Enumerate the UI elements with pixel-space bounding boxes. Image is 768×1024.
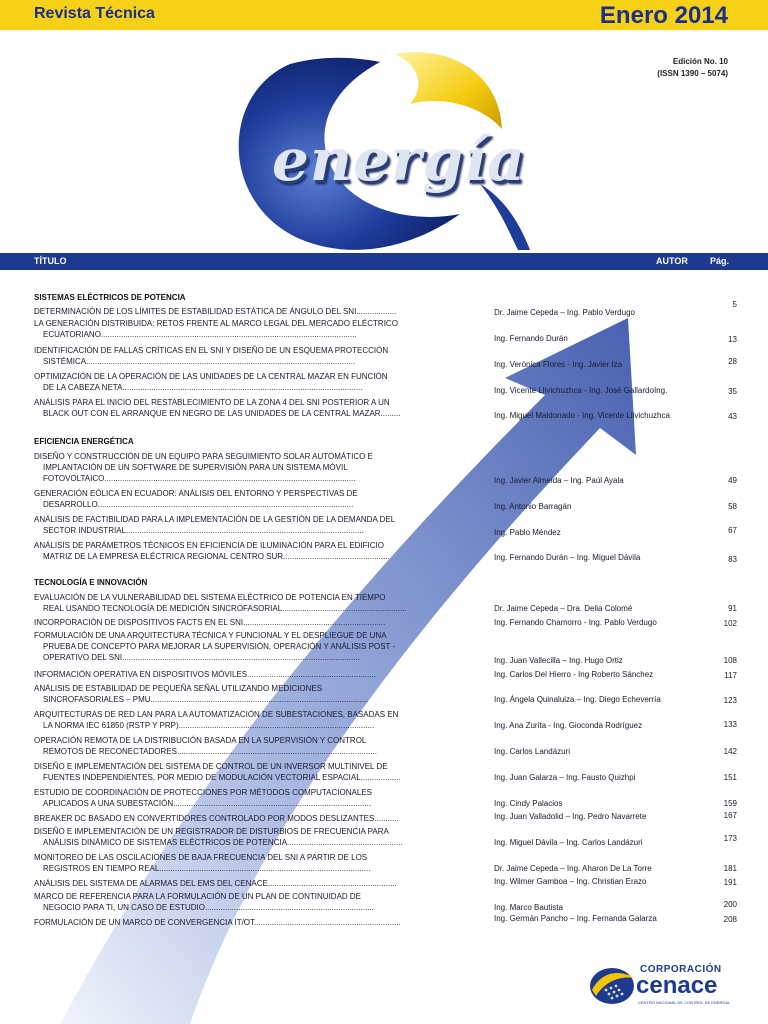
article-title[interactable] [34, 488, 486, 510]
article-title-line: ECUATORIANO................................................................................................................... [43, 330, 357, 339]
article-title-line: MATRIZ DE LA EMPRESA ELÉCTRICA REGIONAL CENTRO SUR................................................ [43, 552, 390, 561]
article-page-number: 58 [728, 502, 737, 511]
article-page-number: 173 [723, 834, 737, 843]
article-title[interactable] [34, 669, 486, 680]
article-author: Ing. Miguel Maldonado - Ing. Vicente Llivichuzhca [494, 411, 670, 420]
article-title[interactable] [34, 592, 486, 614]
article-author: Ing. Carlos Landázuri [494, 747, 571, 756]
section-heading: SISTEMAS ELÉCTRICOS DE POTENCIA [34, 293, 186, 302]
article-title-line: OPERACIÓN REMOTA DE LA DISTRIBUCIÓN BASADA EN LA SUPERVISIÓN Y CONTROL [34, 736, 367, 745]
article-title-line: EVALUACIÓN DE LA VULNERABILIDAD DEL SISTEMA ELÉCTRICO DE POTENCIA EN TIEMPO [34, 593, 386, 602]
article-title-line: FUENTES INDEPENDIENTES, POR MEDIO DE MODULACIÓN VECTORIAL ESPACIAL.................. [43, 773, 401, 782]
cenace-logo [584, 960, 734, 1008]
article-title[interactable] [34, 917, 486, 928]
article-title-line: NEGOCIO PARA TI, UN CASO DE ESTUDIO............................................................................ [43, 903, 374, 912]
article-title[interactable] [34, 878, 486, 889]
article-author: Ing. Juan Valladolid – Ing. Pedro Navarrete [494, 812, 647, 821]
article-author: Ing. Fernando Durán [494, 334, 568, 343]
article-title-line: LA NORMA IEC 61850 (RSTP Y PRP)........................................................................................ [43, 721, 375, 730]
article-author: Ing. Verónica Flores - Ing. Javier Iza [494, 360, 623, 369]
article-title-line: ANÁLISIS DE PARÁMETROS TÉCNICOS EN EFICIENCIA DE ILUMINACIÓN PARA EL EDIFICIO [34, 541, 384, 550]
article-title[interactable] [34, 761, 486, 783]
article-title-line: ANÁLISIS DINÁMICO DE SISTEMAS ELÉCTRICOS DE POTENCIA.................................................... [43, 838, 403, 847]
article-title[interactable] [34, 852, 486, 874]
article-author: Ing. Juan Vallecilla – Ing. Hugo Ortiz [494, 656, 623, 665]
article-title-line: DISEÑO E IMPLEMENTACIÓN DE UN REGISTRADOR DE DISTURBIOS DE FRECUENCIA PARA [34, 827, 389, 836]
article-author: Ing. Germán Pancho – Ing. Fernanda Galarza [494, 914, 657, 923]
article-page-number: 35 [728, 387, 737, 396]
article-title[interactable] [34, 787, 486, 809]
article-page-number: 13 [728, 335, 737, 344]
column-page-label: Pág. [710, 256, 730, 266]
article-title[interactable] [34, 826, 486, 848]
article-title[interactable] [34, 735, 486, 757]
article-author: Dr. Jaime Cepeda – Ing. Pablo Verdugo [494, 308, 635, 317]
cenace-globe-icon [584, 960, 636, 1008]
article-title[interactable] [34, 451, 486, 484]
article-title-line: FORMULACIÓN DE UNA ARQUITECTURA TÉCNICA Y FUNCIONAL Y EL DESPLIEGUE DE UNA [34, 631, 387, 640]
article-page-number: 142 [723, 747, 737, 756]
article-page-number: 159 [723, 799, 737, 808]
article-title-line: BREAKER DC BASADO EN CONVERTIDORES CONTROLADO POR MODOS DESLIZANTES........... [34, 814, 399, 823]
article-page-number: 133 [723, 720, 737, 729]
article-title-line: INCORPORACIÓN DE DISPOSITIVOS FACTS EN EL SNI................................................................ [34, 618, 386, 627]
article-title-line: REAL USANDO TECNOLOGÍA DE MEDICIÓN SINCROFASORIAL........................................................ [43, 604, 407, 613]
column-author-label: AUTOR [656, 256, 688, 266]
issue-date: Enero 2014 [599, 2, 728, 29]
article-title-line: ARQUITECTURAS DE RED LAN PARA LA AUTOMATIZACIÓN DE SUBESTACIONES, BASADAS EN [34, 710, 399, 719]
article-author: Ing. Vicente Llivichuzhca - Ing. José GallardoIng. [494, 386, 668, 395]
article-title[interactable] [34, 617, 486, 628]
article-title[interactable] [34, 683, 486, 705]
article-author: Ing. Miguel Dávila – Ing. Carlos Landázuri [494, 838, 643, 847]
article-title-line: INFORMACIÓN OPERATIVA EN DISPOSITIVOS MÓVILES.......................................................... [34, 670, 376, 679]
article-title-line: REGISTROS EN TIEMPO REAL............................................................................................... [43, 864, 371, 873]
article-title[interactable] [34, 891, 486, 913]
article-page-number: 67 [728, 526, 737, 535]
article-page-number: 91 [728, 604, 737, 613]
article-title-line: PRUEBA DE CONCEPTO PARA MEJORAR LA SUPERVISIÓN, OPERACIÓN Y ANÁLISIS POST - [43, 642, 396, 651]
column-title-label: TÍTULO [34, 256, 67, 266]
article-author: Dr. Jaime Cepeda – Dra. Delia Colomé [494, 604, 633, 613]
article-title-line: APLICADOS A UNA SUBESTACIÓN......................................................................................... [43, 799, 371, 808]
section-heading: TECNOLOGÍA E INNOVACIÓN [34, 578, 148, 587]
article-title-line: REMOTOS DE RECONECTADORES.......................................................................................... [43, 747, 377, 756]
article-title[interactable] [34, 709, 486, 731]
article-title[interactable] [34, 813, 486, 824]
article-author: Ing. Wilmer Gamboa – Ing. Christian Erazo [494, 877, 647, 886]
article-page-number: 5 [732, 300, 737, 309]
article-page-number: 167 [723, 811, 737, 820]
article-page-number: 117 [724, 671, 737, 680]
article-author: Ing. Cindy Palacios [494, 799, 563, 808]
article-page-number: 43 [728, 412, 737, 421]
article-title-line: ANÁLISIS PARA EL INICIO DEL RESTABLECIMIENTO DE LA ZONA 4 DEL SNI POSTERIOR A UN [34, 398, 390, 407]
article-title-line: ESTUDIO DE COORDINACIÓN DE PROTECCIONES POR MÉTODOS COMPUTACIONALES [34, 788, 372, 797]
article-title-line: ANÁLISIS DE FACTIBILIDAD PARA LA IMPLEMENTACIÓN DE LA GESTIÓN DE LA DEMANDA DEL [34, 515, 396, 524]
article-author: Ing. Antonio Barragán [494, 502, 572, 511]
article-title-line: OPERATIVO DEL SNI........................................................................................................... [43, 653, 360, 662]
article-page-number: 102 [723, 619, 737, 628]
cenace-subtitle: CENTRO NACIONAL DE CONTROL DE ENERGÍA [638, 1000, 730, 1005]
article-title-line: SINCROFASORIALES – PMU.................................................................................................. [43, 695, 369, 704]
article-title-line: SECTOR INDUSTRIAL........................................................................................................... [43, 526, 364, 535]
cenace-corp-label: CORPORACIÓN [640, 964, 722, 975]
edition-number: Edición No. 10 [672, 57, 728, 66]
article-title-line: MONITOREO DE LAS OSCILACIONES DE BAJA FRECUENCIA DEL SNI A PARTIR DE LOS [34, 853, 368, 862]
issn: (ISSN 1390 – 5074) [657, 69, 728, 78]
article-title-line: BLACK OUT CON EL ARRANQUE EN NEGRO DE LAS UNIDADES DE LA CENTRAL MAZAR......... [43, 409, 401, 418]
article-page-number: 200 [723, 900, 737, 909]
article-author: Ing. Marco Bautista [494, 903, 563, 912]
article-author: Ing. Fernando Chamorro - Ing. Pablo Verdugo [494, 618, 657, 627]
article-page-number: 181 [723, 864, 737, 873]
article-author: Ing. Ana Zurita - Ing. Gioconda Rodríguez [494, 721, 643, 730]
cenace-name: cenace [636, 972, 718, 999]
article-author: Ing. Javier Almeida – Ing. Paúl Ayala [494, 476, 624, 485]
article-page-number: 49 [728, 476, 737, 485]
article-title[interactable] [34, 540, 486, 562]
article-title[interactable] [34, 397, 486, 419]
article-author: Ing. Fernando Durán – Ing. Miguel Dávila [494, 553, 641, 562]
article-title-line: ANÁLISIS DE ESTABILIDAD DE PEQUEÑA SEÑAL UTILIZANDO MEDICIONES [34, 684, 323, 693]
article-title-line: DETERMINACIÓN DE LOS LÍMITES DE ESTABILIDAD ESTÁTICA DE ÁNGULO DEL SNI.................. [34, 307, 397, 316]
article-title-line: DISEÑO Y CONSTRUCCIÓN DE UN EQUIPO PARA SEGUIMIENTO SOLAR AUTOMÁTICO E [34, 452, 373, 461]
article-title-line: OPTIMIZACIÓN DE LA OPERACIÓN DE LAS UNIDADES DE LA CENTRAL MAZAR EN FUNCIÓN [34, 372, 388, 381]
article-title-line: SISTÉMICA......................................................................................................................... [43, 357, 356, 366]
article-page-number: 28 [728, 357, 737, 366]
article-title-line: MARCO DE REFERENCIA PARA LA FORMULACIÓN DE UN PLAN DE CONTINUIDAD DE [34, 892, 362, 901]
section-heading: EFICIENCIA ENERGÉTICA [34, 437, 134, 446]
article-author: Ing. Carlos Del Hierro - Ing Roberto Sánchez [494, 670, 654, 679]
article-title-line: DISEÑO E IMPLEMENTACIÓN DEL SISTEMA DE CONTROL DE UN INVERSOR MULTINIVEL DE [34, 762, 388, 771]
article-page-number: 191 [723, 878, 737, 887]
article-author: Ing. Ángela Quinaluiza – Ing. Diego Echeverría [494, 695, 661, 704]
article-title[interactable] [34, 371, 486, 393]
article-title[interactable] [34, 514, 486, 536]
article-page-number: 108 [723, 656, 737, 665]
article-title-line: IMPLANTACIÓN DE UN SOFTWARE DE SUPERVISIÓN PARA UN SISTEMA MÓVIL [43, 463, 348, 472]
article-page-number: 123 [723, 696, 737, 705]
article-title[interactable] [34, 630, 486, 663]
article-title-line: LA GENERACIÓN DISTRIBUIDA: RETOS FRENTE AL MARCO LEGAL DEL MERCADO ELÉCTRICO [34, 319, 398, 328]
article-page-number: 208 [723, 915, 737, 924]
article-title[interactable] [34, 345, 486, 367]
article-title-line: DESARROLLO................................................................................................................... [43, 500, 354, 509]
article-author: Ing. Pablo Méndez [494, 528, 561, 537]
article-author: Dr. Jaime Cepeda – Ing. Aharon De La Torre [494, 864, 652, 873]
article-title-line: IDENTIFICACIÓN DE FALLAS CRÍTICAS EN EL SNI Y DISEÑO DE UN ESQUEMA PROTECCIÓN [34, 346, 389, 355]
article-author: Ing. Juan Galarza – Ing. Fausto Quizhpi [494, 773, 636, 782]
article-title-line: FOTOVOLTAICO................................................................................................................. [43, 474, 356, 483]
article-title[interactable] [34, 318, 486, 340]
article-page-number: 151 [723, 773, 737, 782]
article-title-line: ANÁLISIS DEL SISTEMA DE ALARMAS DEL EMS DEL CENACE.......................................................... [34, 879, 397, 888]
article-title-line: GENERACIÓN EÓLICA EN ECUADOR: ANÁLISIS DEL ENTORNO Y PERSPECTIVAS DE [34, 489, 358, 498]
article-page-number: 83 [728, 555, 737, 564]
magazine-name: Revista Técnica [34, 5, 155, 22]
article-title-line: FORMULACIÓN DE UN MARCO DE CONVERGENCIA IT/OT.................................................................. [34, 918, 401, 927]
logo-wordmark: energía [272, 126, 526, 194]
article-title-line: DE LA CABEZA NETA............................................................................................................ [43, 383, 363, 392]
article-title[interactable] [34, 306, 486, 317]
